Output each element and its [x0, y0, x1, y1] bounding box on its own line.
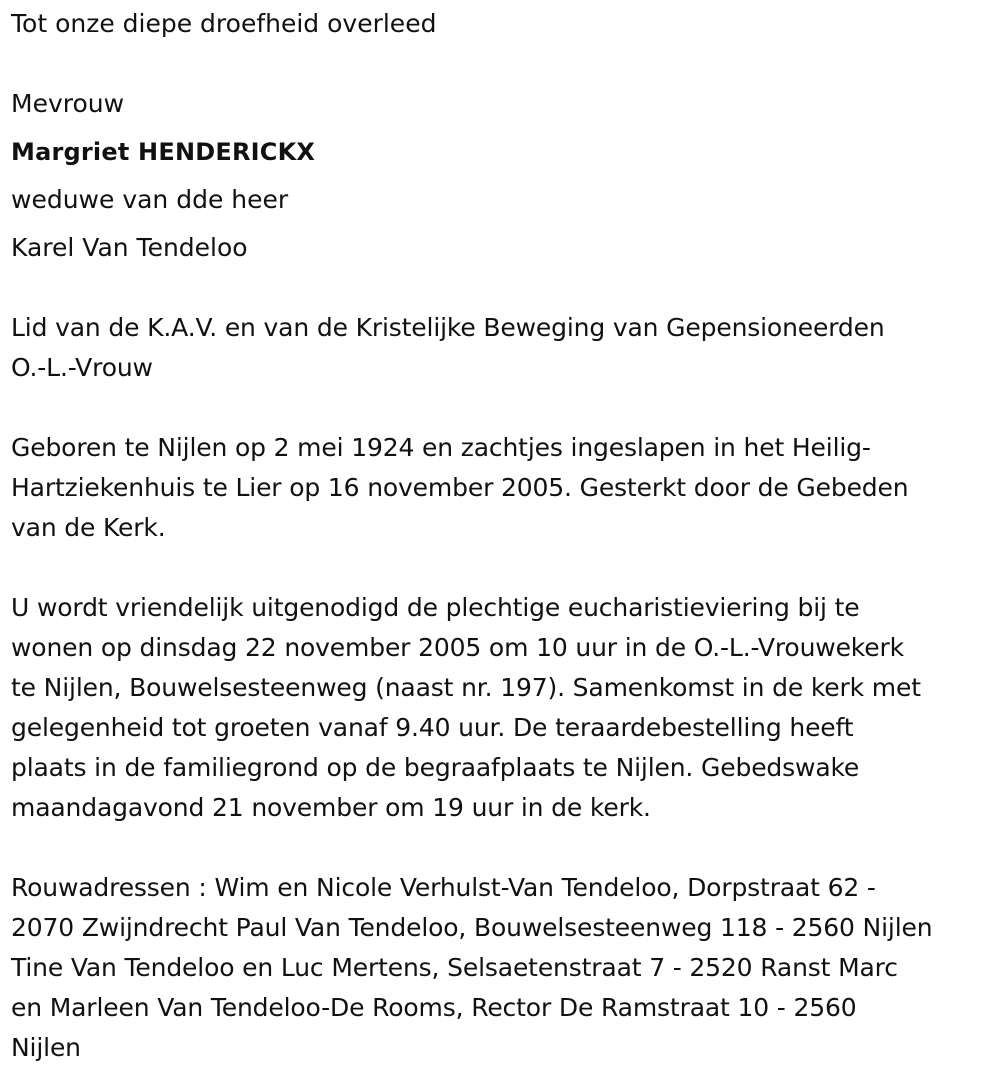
deceased-name: Margriet HENDERICKX: [11, 138, 316, 166]
address-line: en Marleen Van Tendeloo-De Rooms, Rector De Ramstraat 10 - 2560: [11, 993, 857, 1022]
address-line: Tine Van Tendeloo en Luc Mertens, Selsaetenstraat 7 - 2520 Ranst Marc: [11, 953, 898, 982]
birth-death-line: van de Kerk.: [11, 513, 166, 542]
birth-death-line: Geboren te Nijlen op 2 mei 1924 en zachtjes ingeslapen in het Heilig-: [11, 433, 871, 462]
spacer: [11, 268, 991, 308]
obituary-notice: [11, 4, 991, 1068]
address-line: Nijlen: [11, 1033, 81, 1062]
membership-paragraph: [11, 308, 991, 388]
membership-line: Lid van de K.A.V. en van de Kristelijke Beweging van Gepensioneerden: [11, 313, 885, 342]
spacer: [11, 172, 991, 180]
addresses-paragraph: [11, 868, 991, 1068]
ceremony-line: U wordt vriendelijk uitgenodigd de plechtige eucharistieviering bij te: [11, 593, 860, 622]
ceremony-line: te Nijlen, Bouwelsesteenweg (naast nr. 197). Samenkomst in de kerk met: [11, 673, 921, 702]
spacer: [11, 220, 991, 228]
spacer: [11, 828, 991, 868]
spacer: [11, 44, 991, 84]
ceremony-line: gelegenheid tot groeten vanaf 9.40 uur. De teraardebestelling heeft: [11, 713, 854, 742]
spacer: [11, 124, 991, 132]
address-line: Rouwadressen : Wim en Nicole Verhulst-Van Tendeloo, Dorpstraat 62 -: [11, 873, 876, 902]
ceremony-paragraph: [11, 588, 991, 828]
ceremony-line: plaats in de familiegrond op de begraafplaats te Nijlen. Gebedswake: [11, 753, 860, 782]
spacer: [11, 388, 991, 428]
address-line: 2070 Zwijndrecht Paul Van Tendeloo, Bouwelsesteenweg 118 - 2560 Nijlen: [11, 913, 933, 942]
spouse-name: Karel Van Tendeloo: [11, 233, 248, 262]
birth-death-paragraph: [11, 428, 991, 548]
ceremony-line: wonen op dinsdag 22 november 2005 om 10 uur in de O.-L.-Vrouwekerk: [11, 633, 904, 662]
honorific-title: Mevrouw: [11, 89, 125, 118]
ceremony-line: maandagavond 21 november om 19 uur in de kerk.: [11, 793, 651, 822]
birth-death-line: Hartziekenhuis te Lier op 16 november 2005. Gesterkt door de Gebeden: [11, 473, 909, 502]
spouse-prefix: weduwe van dde heer: [11, 185, 289, 214]
spacer: [11, 548, 991, 588]
intro-text: Tot onze diepe droefheid overleed: [11, 9, 437, 38]
membership-line: O.-L.-Vrouw: [11, 353, 153, 382]
